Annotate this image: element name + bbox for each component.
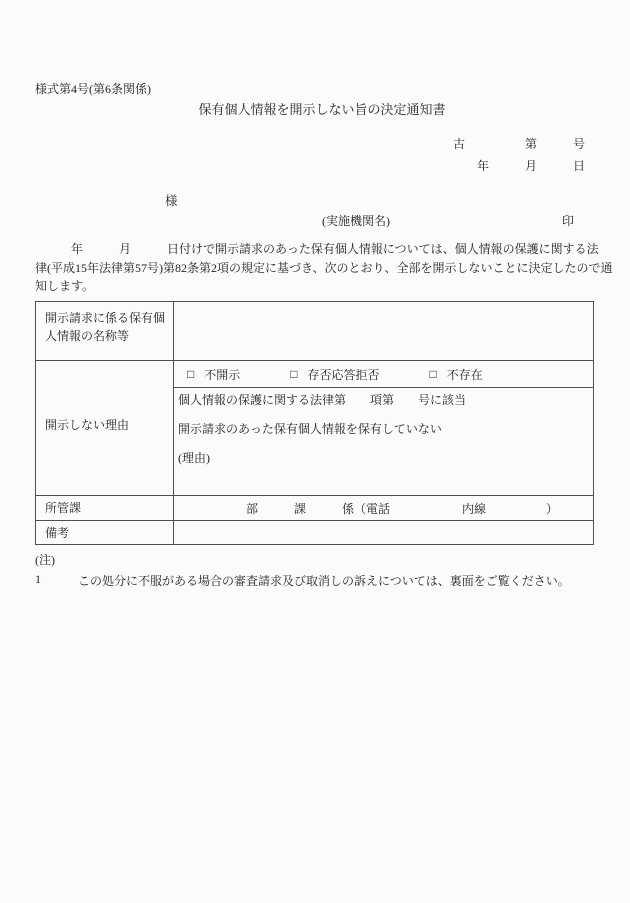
checkbox-refusal-to-confirm-label: 存否応答拒否 — [307, 367, 380, 382]
note-item-1 — [35, 572, 595, 589]
page-title: 保有個人情報を開示しない旨の決定通知書 — [198, 102, 446, 117]
issue-date-line: 年 月 日 — [477, 159, 586, 173]
table-row-information-name — [36, 302, 593, 360]
body-paragraph — [35, 240, 613, 296]
checkbox-refusal-to-confirm[interactable] — [290, 366, 379, 383]
reason-checkbox-row — [174, 361, 593, 388]
checkbox-icon: □ — [429, 366, 437, 381]
footnotes — [35, 551, 595, 589]
table-row-responsible-division — [36, 495, 593, 520]
applicable-law-line[interactable]: 個人情報の保護に関する法律第 項第 号に該当 — [178, 393, 467, 407]
responsible-division-field[interactable]: 部 課 係（電話 内線 ） — [174, 501, 559, 516]
checkbox-icon: □ — [187, 366, 195, 381]
remarks-field[interactable] — [174, 521, 593, 544]
checkbox-icon: □ — [290, 366, 298, 381]
information-name-field[interactable] — [174, 302, 593, 360]
note-text: この処分に不服がある場合の審査請求及び取消しの訴えについては、裏面をご覧ください。 — [78, 574, 570, 588]
checkbox-non-existence-label: 不存在 — [446, 367, 483, 382]
checkbox-non-disclosure-label: 不開示 — [204, 367, 241, 382]
remarks-label: 備考 — [36, 521, 174, 544]
seal-mark: 印 — [562, 214, 575, 228]
recipient-honorific: 様 — [165, 194, 178, 208]
table-row-remarks — [36, 520, 593, 544]
information-name-label: 開示請求に係る保有個人情報の名称等 — [36, 302, 174, 360]
note-number: 1 — [35, 572, 41, 586]
reason-field-label[interactable]: (理由) — [178, 451, 210, 465]
note-header: (注) — [35, 553, 55, 567]
table-row-reason — [36, 360, 593, 495]
reason-label: 開示しない理由 — [36, 361, 174, 495]
checkbox-non-disclosure[interactable] — [187, 366, 240, 383]
not-held-line: 開示請求のあった保有個人情報を保有していない — [178, 422, 442, 436]
reason-detail-area — [174, 388, 593, 480]
issuer-name-label: (実施機関名) — [322, 214, 390, 228]
body-line-3: 知します。 — [35, 279, 95, 294]
document-number-line: 古 第 号 — [453, 137, 586, 151]
decision-table — [35, 301, 594, 545]
reason-cell — [174, 361, 593, 495]
form-number: 様式第4号(第6条関係) — [35, 82, 151, 96]
body-line-1: 年 月 日付けで開示請求のあった保有個人情報については、個人情報の保護に関する法 — [35, 242, 599, 256]
responsible-division-label: 所管課 — [36, 496, 174, 520]
body-line-2: 律(平成15年法律第57号)第82条第2項の規定に基づき、次のとおり、全部を開示しないことに決定したので通 — [35, 260, 613, 275]
checkbox-non-existence[interactable] — [430, 366, 483, 383]
